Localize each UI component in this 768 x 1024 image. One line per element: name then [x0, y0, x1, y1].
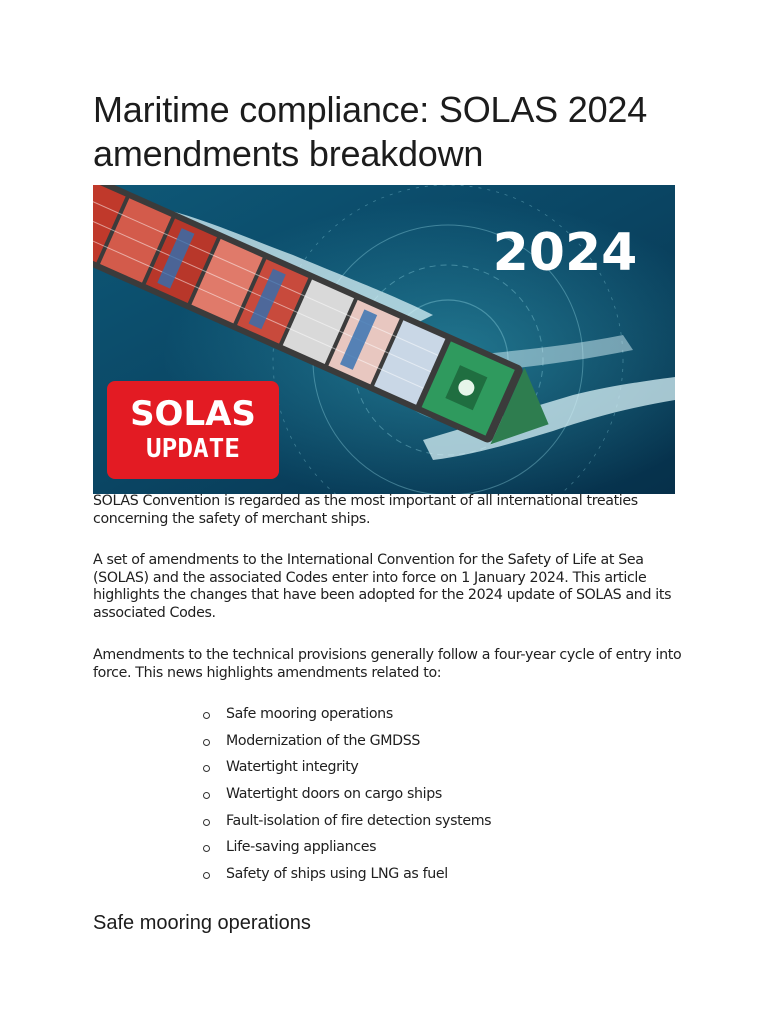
bullet-circle-icon [203, 872, 210, 879]
solas-update-badge [107, 381, 279, 479]
bullet-circle-icon [203, 792, 210, 799]
bullet-circle-icon [203, 765, 210, 772]
list-item [203, 836, 491, 863]
section-heading: Safe mooring operations [93, 912, 311, 934]
hero-illustration [93, 185, 675, 494]
list-item [203, 810, 491, 837]
badge-line2: UPDATE [146, 434, 240, 464]
list-item-label: Watertight integrity [226, 759, 359, 776]
list-item [203, 863, 491, 890]
list-item [203, 730, 491, 757]
hero-image [93, 185, 675, 494]
bullet-circle-icon [203, 819, 210, 826]
bullet-circle-icon [203, 845, 210, 852]
article-title: Maritime compliance: SOLAS 2024 amendments breakdown [93, 89, 648, 174]
list-item-label: Safety of ships using LNG as fuel [226, 866, 448, 883]
amendment-topics-list [203, 703, 491, 890]
list-item-label: Fault-isolation of fire detection systems [226, 812, 492, 829]
bullet-circle-icon [203, 712, 210, 719]
badge-line1: SOLAS [130, 394, 256, 434]
list-item-label: Safe mooring operations [226, 706, 393, 722]
list-item [203, 756, 491, 783]
list-item-label: Watertight doors on cargo ships [226, 786, 442, 803]
paragraph-intro: SOLAS Convention is regarded as the most important of all international treaties concerning the safety of merchant ships. [93, 493, 638, 527]
list-item [203, 783, 491, 810]
paragraph-amendments: A set of amendments to the International Convention for the Safety of Life at Sea (SOLAS) and the associated Codes enter into force on 1 January 2024. This article highlights the changes that have been adopted for the 2024 update of SOLAS and its associated Codes. [93, 552, 672, 621]
list-item [203, 703, 491, 730]
list-item-label: Life-saving appliances [226, 839, 377, 856]
list-item-label: Modernization of the GMDSS [226, 732, 421, 749]
bullet-circle-icon [203, 739, 210, 746]
paragraph-cycle: Amendments to the technical provisions generally follow a four-year cycle of entry into force. This news highlights amendments related to: [93, 647, 682, 681]
hero-year-text: 2024 [492, 223, 638, 283]
